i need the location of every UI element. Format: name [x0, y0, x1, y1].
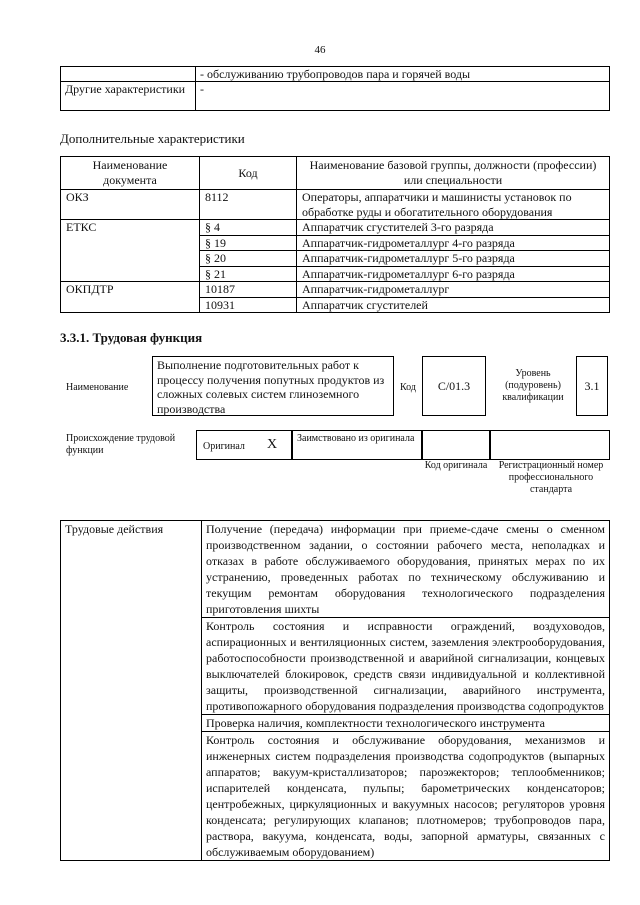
cell-code: § 21	[200, 266, 297, 282]
other-characteristics-value: -	[196, 82, 610, 111]
cell-name: Аппаратчик сгустителей 3-го разряда	[297, 220, 610, 236]
original-mark: X	[267, 437, 278, 452]
action-item: Контроль состояния и исправности ограждений, воздуховодов, аспирационных и вентиляционных систем, заземления электрооборудования, работоспособности производственной и аварийной сигнализации, концевых выключателей блокировок, средств связи индивидуальной и коллективной защиты, производственной сигнализации, аварийного инструмента, противопожарного оборудования подразделения производства содопродуктов	[202, 618, 610, 715]
cell-code: § 4	[200, 220, 297, 236]
function-code-box: C/01.3	[422, 356, 486, 416]
code-original-cell	[422, 430, 490, 460]
table-row	[61, 220, 610, 236]
other-characteristics-label: Другие характеристики	[61, 82, 196, 111]
additional-characteristics-table	[60, 156, 610, 313]
action-item: Контроль состояния и обслуживание оборудования, механизмов и инженерных систем подразделения производства содопродуктов (выпарных аппаратов; вакуум-кристаллизаторов; пароэжекторов; теплообменников; испарителей конденсата, пульпы; барометрических конденсаторов; центробежных, циркуляционных и вакуумных насосов; регуляторов уровня конденсата; регулирующих клапанов; плотномеров; трубопроводов пара, раствора, вакуума, конденсата, воды, запорной арматуры, связанных с обслуживаемым оборудованием)	[202, 732, 610, 861]
table-cell-empty	[61, 67, 196, 82]
table-row	[61, 282, 610, 298]
cell-name: Аппаратчик-гидрометаллург 5-го разряда	[297, 251, 610, 267]
borrowed-cell	[292, 430, 422, 460]
function-title: 3.3.1. Трудовая функция	[60, 330, 203, 345]
table-row	[61, 190, 610, 220]
reg-number-cell	[490, 430, 610, 460]
cell-code: 10931	[200, 297, 297, 313]
characteristics-table	[60, 66, 610, 111]
table-header-row	[61, 157, 610, 190]
original-cell	[196, 430, 292, 460]
header-code: Код	[200, 157, 297, 190]
header-group-name: Наименование базовой группы, должности (профессии) или специальности	[297, 157, 610, 190]
cell-code: 8112	[200, 190, 297, 220]
cell-name: Аппаратчик-гидрометаллург 4-го разряда	[297, 235, 610, 251]
original-label: Оригинал	[203, 441, 245, 452]
table-row	[61, 521, 610, 618]
cell-code: § 20	[200, 251, 297, 267]
table-row	[61, 82, 610, 111]
cell-doc: ОКПДТР	[61, 282, 200, 313]
cell-name: Аппаратчик-гидрометаллург 6-го разряда	[297, 266, 610, 282]
action-item: Проверка наличия, комплектности технологического инструмента	[202, 715, 610, 732]
table-cell: - обслуживанию трубопроводов пара и горячей воды	[196, 67, 610, 82]
labor-actions-label: Трудовые действия	[61, 521, 202, 861]
action-item: Получение (передача) информации при приеме-сдаче смены о сменном производственном задании, о состоянии рабочего места, неполадках и отказах в работе обслуживаемого оборудования, принятых мерах по их устранению, проведенных работах по техническому обслуживанию и текущим ремонтам оборудования технологического подразделения приготовления шихты	[202, 521, 610, 618]
reg-number-caption: Регистрационный номер профессионального стандарта	[498, 460, 604, 495]
page-number: 46	[314, 44, 326, 56]
borrowed-label: Заимствовано из оригинала	[297, 433, 415, 444]
labor-actions-table	[60, 520, 610, 861]
cell-code: § 19	[200, 235, 297, 251]
code-original-caption: Код оригинала	[424, 460, 488, 471]
cell-name: Аппаратчик-гидрометаллург	[297, 282, 610, 298]
origin-label: Происхождение трудовой функции	[66, 433, 176, 456]
cell-doc: ЕТКС	[61, 220, 200, 282]
header-document: Наименование документа	[61, 157, 200, 190]
level-value-box: 3.1	[576, 356, 608, 416]
cell-doc: ОКЗ	[61, 190, 200, 220]
level-label: Уровень (подуровень) квалификации	[502, 368, 564, 403]
code-label: Код	[400, 382, 416, 393]
name-label: Наименование	[66, 382, 129, 393]
cell-name: Аппаратчик сгустителей	[297, 297, 610, 313]
section-title: Дополнительные характеристики	[60, 131, 245, 146]
function-name-box: Выполнение подготовительных работ к процессу получения попутных продуктов из сложных солевых систем глиноземного производства	[152, 356, 394, 416]
cell-code: 10187	[200, 282, 297, 298]
cell-name: Операторы, аппаратчики и машинисты установок по обработке руды и обогатительного оборудования	[297, 190, 610, 220]
table-row	[61, 67, 610, 82]
